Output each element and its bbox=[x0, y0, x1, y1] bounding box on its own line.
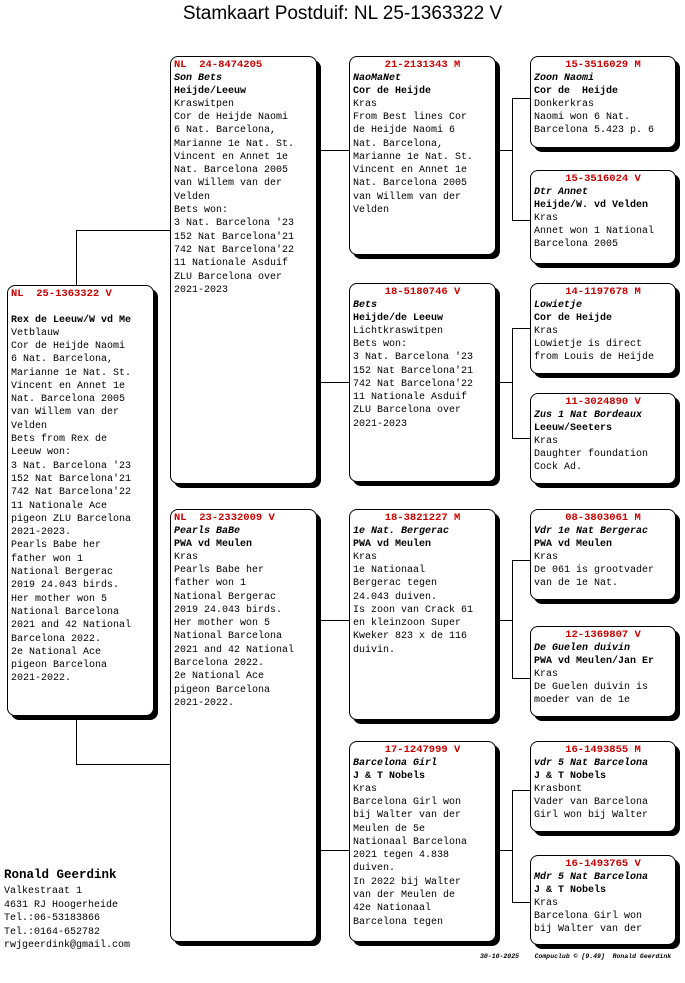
owner-name: Ronald Geerdink bbox=[4, 868, 117, 882]
ring-number: 08-3803061 M bbox=[565, 512, 641, 524]
mother-card[interactable] bbox=[170, 509, 317, 942]
ggp-mff-card[interactable] bbox=[530, 509, 676, 600]
ring-number: 15-3516024 V bbox=[565, 173, 641, 185]
ggp-mmf-card[interactable] bbox=[530, 741, 676, 832]
pigeon-breeder: Cor de Heijde bbox=[534, 86, 619, 97]
connector-line bbox=[498, 382, 512, 383]
pigeon-name: NaoMaNet bbox=[353, 73, 402, 84]
connector-line bbox=[498, 620, 512, 621]
pigeon-name: De Guelen duivin bbox=[534, 643, 631, 654]
ring-number: 21-2131343 M bbox=[384, 59, 461, 71]
owner-email[interactable]: rwjgeerdink@gmail.com bbox=[4, 940, 131, 951]
owner-info bbox=[4, 866, 130, 953]
pigeon-breeder: Heijde/Leeuw bbox=[174, 86, 247, 97]
owner-phone-mobile: Tel.:06-53183866 bbox=[4, 913, 101, 924]
pigeon-name: Dtr Annet bbox=[534, 187, 589, 198]
pigeon-color: Krasbont bbox=[534, 784, 583, 795]
pigeon-name: vdr 5 Nat Barcelona bbox=[534, 758, 649, 769]
ring-number: 16-1493765 V bbox=[565, 858, 641, 870]
pigeon-name: Barcelona Girl bbox=[353, 758, 438, 769]
maternal-grandfather-card[interactable] bbox=[349, 509, 496, 720]
connector-line bbox=[320, 382, 349, 383]
pigeon-breeder: PWA vd Meulen bbox=[353, 539, 432, 550]
ring-number: 12-1369807 V bbox=[565, 629, 641, 641]
pigeon-breeder: J & T Nobels bbox=[534, 771, 607, 782]
ggp-mmm-card[interactable] bbox=[530, 855, 676, 945]
pigeon-name: 1e Nat. Bergerac bbox=[353, 526, 450, 537]
connector-line bbox=[512, 438, 530, 439]
ring-number: NL 24-8474205 bbox=[174, 59, 263, 71]
pigeon-description: De 061 is grootvader van de 1e Nat. bbox=[534, 565, 655, 590]
pigeon-name: Lowietje bbox=[534, 300, 583, 311]
connector-line bbox=[320, 620, 349, 621]
connector-line bbox=[512, 560, 513, 678]
connector-line bbox=[320, 150, 321, 382]
pigeon-color: Kras bbox=[353, 552, 378, 563]
connector-line bbox=[512, 790, 530, 791]
pigeon-name: Zoon Naomi bbox=[534, 73, 595, 84]
pigeon-breeder: PWA vd Meulen bbox=[534, 539, 613, 550]
ring-number: 14-1197678 M bbox=[565, 286, 641, 298]
pigeon-breeder: Cor de Heijde bbox=[534, 313, 613, 324]
connector-line bbox=[498, 850, 512, 851]
connector-line bbox=[512, 902, 530, 903]
pigeon-name: Vdr 1e Nat Bergerac bbox=[534, 526, 649, 537]
connector-line bbox=[512, 560, 530, 561]
ggp-ffm-card[interactable] bbox=[530, 170, 676, 264]
pigeon-name: Son Bets bbox=[174, 73, 223, 84]
pigeon-description: Lowietje is direct from Louis de Heijde bbox=[534, 339, 655, 364]
footer-credit: 30-10-2025 Compuclub © [9.49] Ronald Geerdink bbox=[480, 953, 672, 960]
connector-line bbox=[320, 850, 349, 851]
pigeon-color: Kras bbox=[534, 669, 559, 680]
pigeon-color: Kras bbox=[353, 784, 378, 795]
ring-number: NL 25-1363322 V bbox=[11, 288, 112, 300]
pigeon-color: Kras bbox=[534, 552, 559, 563]
ring-number: 18-5180746 V bbox=[384, 286, 461, 298]
pigeon-color: Kras bbox=[534, 436, 559, 447]
ring-number: NL 23-2332009 V bbox=[174, 512, 275, 524]
ring-number: 16-1493855 M bbox=[565, 744, 641, 756]
pigeon-description: Vader van Barcelona Girl won bij Walter bbox=[534, 797, 649, 822]
pigeon-name-spacer bbox=[11, 301, 150, 314]
ring-number: 11-3024890 V bbox=[565, 396, 641, 408]
connector-line bbox=[76, 230, 77, 285]
pigeon-description: From Best lines Cor de Heijde Naomi 6 Nat. Barcelona, Marianne 1e Nat. St. Vincent en Annet 1e Nat. Barcelona 2005 van Willem van der Velden bbox=[353, 112, 474, 217]
pigeon-color: Kras bbox=[353, 99, 378, 110]
page-title: Stamkaart Postduif: NL 25-1363322 V bbox=[182, 3, 503, 24]
pigeon-breeder: PWA vd Meulen bbox=[174, 539, 253, 550]
pigeon-color: Kras bbox=[174, 552, 199, 563]
connector-line bbox=[498, 150, 512, 151]
pigeon-name: Pearls BaBe bbox=[174, 526, 241, 537]
pigeon-breeder: Heijde/W. vd Velden bbox=[534, 200, 649, 211]
pigeon-description: Bets won: 3 Nat. Barcelona '23 152 Nat Barcelona'21 742 Nat Barcelona'22 11 Nationale Asduif ZLU Barcelona over 2021-2023 bbox=[353, 339, 474, 430]
pigeon-name: Zus 1 Nat Bordeaux bbox=[534, 410, 643, 421]
pigeon-breeder: PWA vd Meulen/Jan Er bbox=[534, 656, 655, 667]
pigeon-breeder: J & T Nobels bbox=[534, 885, 607, 896]
pigeon-description: Naomi won 6 Nat. Barcelona 5.423 p. 6 bbox=[534, 112, 655, 137]
pigeon-color: Kraswitpen bbox=[174, 99, 235, 110]
father-card[interactable] bbox=[170, 56, 317, 484]
pigeon-description: Cor de Heijde Naomi 6 Nat. Barcelona, Marianne 1e Nat. St. Vincent en Annet 1e Nat. Barcelona 2005 van Willem van der Velden Bets won: 3 Nat. Barcelona '23 152 Nat Barcelona'21 742 Nat Barcelona'22 11 Nationale Asduif ZLU Barcelona over 2021-2023 bbox=[174, 112, 295, 296]
owner-phone-landline: Tel.:0164-652782 bbox=[4, 926, 101, 938]
pigeon-breeder: Cor de Heijde bbox=[353, 86, 432, 97]
owner-city: 4631 RJ Hoogerheide bbox=[4, 899, 119, 911]
pigeon-color: Lichtkraswitpen bbox=[353, 326, 444, 337]
pigeon-description: Barcelona Girl won bij Walter van der bbox=[534, 911, 643, 936]
connector-line bbox=[512, 678, 530, 679]
connector-line bbox=[512, 790, 513, 902]
ggp-fmm-card[interactable] bbox=[530, 393, 676, 484]
pigeon-description: 1e Nationaal Bergerac tegen 24.043 duiven. Is zoon van Crack 61 en kleinzoon Super Kweker 823 x de 116 duivin. bbox=[353, 565, 474, 656]
pigeon-description: De Guelen duivin is moeder van de 1e bbox=[534, 682, 649, 707]
pigeon-color: Donkerkras bbox=[534, 99, 595, 110]
pigeon-name: Bets bbox=[353, 300, 378, 311]
connector-line bbox=[76, 716, 77, 764]
owner-street: Valkestraat 1 bbox=[4, 886, 83, 897]
pigeon-color: Kras bbox=[534, 898, 559, 909]
connector-line bbox=[512, 98, 513, 220]
connector-line bbox=[512, 328, 513, 438]
ring-number: 17-1247999 V bbox=[384, 744, 461, 756]
paternal-grandmother-card[interactable] bbox=[349, 283, 496, 482]
pigeon-description: Annet won 1 National Barcelona 2005 bbox=[534, 226, 655, 251]
pigeon-name: Rex de Leeuw/W vd Me bbox=[11, 315, 132, 326]
pigeon-color: Kras bbox=[534, 213, 559, 224]
ring-number: 15-3516029 M bbox=[565, 59, 641, 71]
connector-line bbox=[512, 328, 530, 329]
pigeon-description: Barcelona Girl won bij Walter van der Meulen de 5e Nationaal Barcelona 2021 tegen 4.838 duiven. In 2022 bij Walter van der Meulen de 42e Nationaal Barcelona tegen bbox=[353, 797, 468, 928]
connector-line bbox=[76, 230, 171, 231]
maternal-grandmother-card[interactable] bbox=[349, 741, 496, 942]
connector-line bbox=[76, 764, 171, 765]
ggp-fmf-card[interactable] bbox=[530, 283, 676, 374]
pigeon-breeder: Heijde/de Leeuw bbox=[353, 313, 444, 324]
pigeon-breeder: J & T Nobels bbox=[353, 771, 426, 782]
connector-line bbox=[512, 98, 530, 99]
pigeon-breeder: Leeuw/Seeters bbox=[534, 423, 613, 434]
connector-line bbox=[320, 150, 349, 151]
ggp-fff-card[interactable] bbox=[530, 56, 676, 148]
pigeon-description: Cor de Heijde Naomi 6 Nat. Barcelona, Marianne 1e Nat. St. Vincent en Annet 1e Nat. Barcelona 2005 van Willem van der Velden Bets from Rex de Leeuw won: 3 Nat. Barcelona '23 152 Nat Barcelona'21 742 Nat Barcelona'22 11 Nationale Ace pigeon ZLU Barcelona 2021-2023. Pearls Babe her father won 1 National Bergerac 2019 24.043 birds. Her mother won 5 National Barcelona 2021 and 42 National Barcelona 2022. 2e National Ace pigeon Barcelona 2021-2022. bbox=[11, 341, 132, 685]
connector-line bbox=[320, 620, 321, 850]
ring-number: 18-3821227 M bbox=[384, 512, 461, 524]
paternal-grandfather-card[interactable] bbox=[349, 56, 496, 255]
pigeon-description: Daughter foundation Cock Ad. bbox=[534, 449, 649, 474]
connector-line bbox=[512, 220, 530, 221]
pigeon-color: Vetblauw bbox=[11, 328, 60, 339]
pigeon-name: Mdr 5 Nat Barcelona bbox=[534, 872, 649, 883]
main-pigeon-card[interactable] bbox=[7, 285, 154, 716]
pigeon-color: Kras bbox=[534, 326, 559, 337]
pigeon-description: Pearls Babe her father won 1 National Bergerac 2019 24.043 birds. Her mother won 5 National Barcelona 2021 and 42 National Barcelona 2022. 2e National Ace pigeon Barcelona 2021-2022. bbox=[174, 565, 295, 709]
ggp-mfm-card[interactable] bbox=[530, 626, 676, 717]
